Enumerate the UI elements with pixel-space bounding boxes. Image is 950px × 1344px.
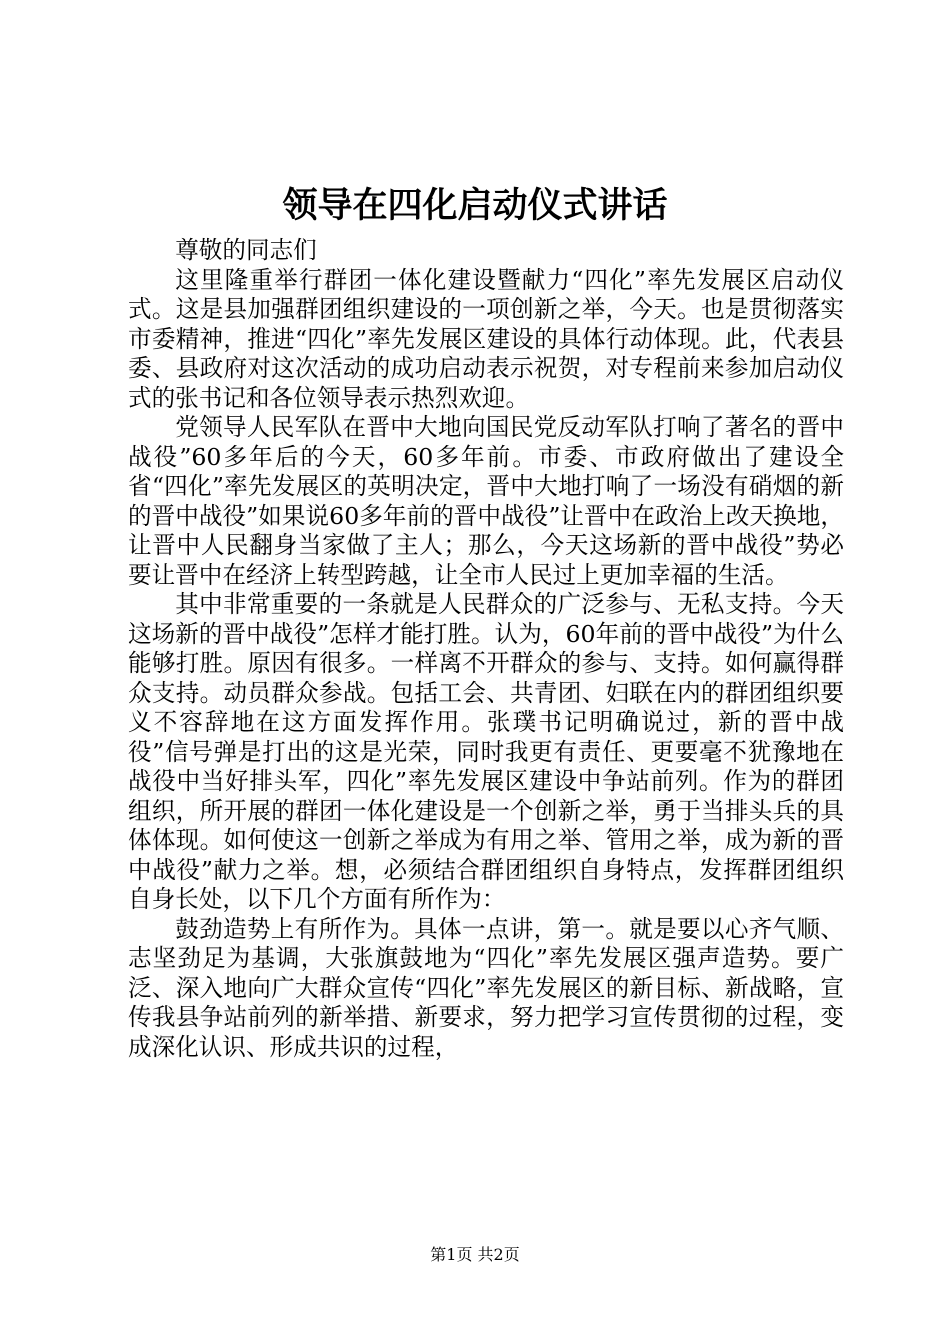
salutation: 尊敬的同志们 <box>175 236 317 264</box>
page-title: 领导在四化启动仪式讲话 <box>282 185 668 226</box>
paragraph: 鼓劲造势上有所作为。具体一点讲，第一。就是要以心齐气顺、志坚劲足为基调，大张旗鼓地为“四化”率先发展区强声造势。要广泛、深入地向广大群众宣传“四化”率先发展区的新目标、新战略，宣传我县争站前列的新举措、新要求，努力把学习宣传贯彻的过程，变成深化认识、形成共识的过程， <box>128 914 844 1061</box>
paragraph: 党领导人民军队在晋中大地向国民党反动军队打响了著名的晋中战役”60多年后的今天，60多年前。市委、市政府做出了建设全省“四化”率先发展区的英明决定，晋中大地打响了一场没有硝烟的新的晋中战役”如果说60多年前的晋中战役”让晋中在政治上改天换地，让晋中人民翻身当家做了主人；那么，今天这场新的晋中战役”势必要让晋中在经济上转型跨越，让全市人民过上更加幸福的生活。 <box>128 413 844 589</box>
paragraph: 这里隆重举行群团一体化建设暨献力“四化”率先发展区启动仪式。这是县加强群团组织建设的一项创新之举，今天。也是贯彻落实市委精神，推进“四化”率先发展区建设的具体行动体现。此，代表县委、县政府对这次活动的成功启动表示祝贺，对专程前来参加启动仪式的张书记和各位领导表示热烈欢迎。 <box>128 265 844 412</box>
document-body <box>128 236 844 1062</box>
paragraph: 其中非常重要的一条就是人民群众的广泛参与、无私支持。今天这场新的晋中战役”怎样才能打胜。认为，60年前的晋中战役”为什么能够打胜。原因有很多。一样离不开群众的参与、支持。如何赢得群众支持。动员群众参战。包括工会、共青团、妇联在内的群团组织要义不容辞地在这方面发挥作用。张璞书记明确说过，新的晋中战役”信号弹是打出的这是光荣，同时我更有责任、更要毫不犹豫地在战役中当好排头军，四化”率先发展区建设中争站前列。作为的群团组织，所开展的群团一体化建设是一个创新之举，勇于当排头兵的具体体现。如何使这一创新之举成为有用之举、管用之举，成为新的晋中战役”献力之举。想，必须结合群团组织自身特点，发挥群团组织自身长处，以下几个方面有所作为： <box>128 590 844 913</box>
page-footer: 第1页 共2页 <box>430 1245 520 1264</box>
